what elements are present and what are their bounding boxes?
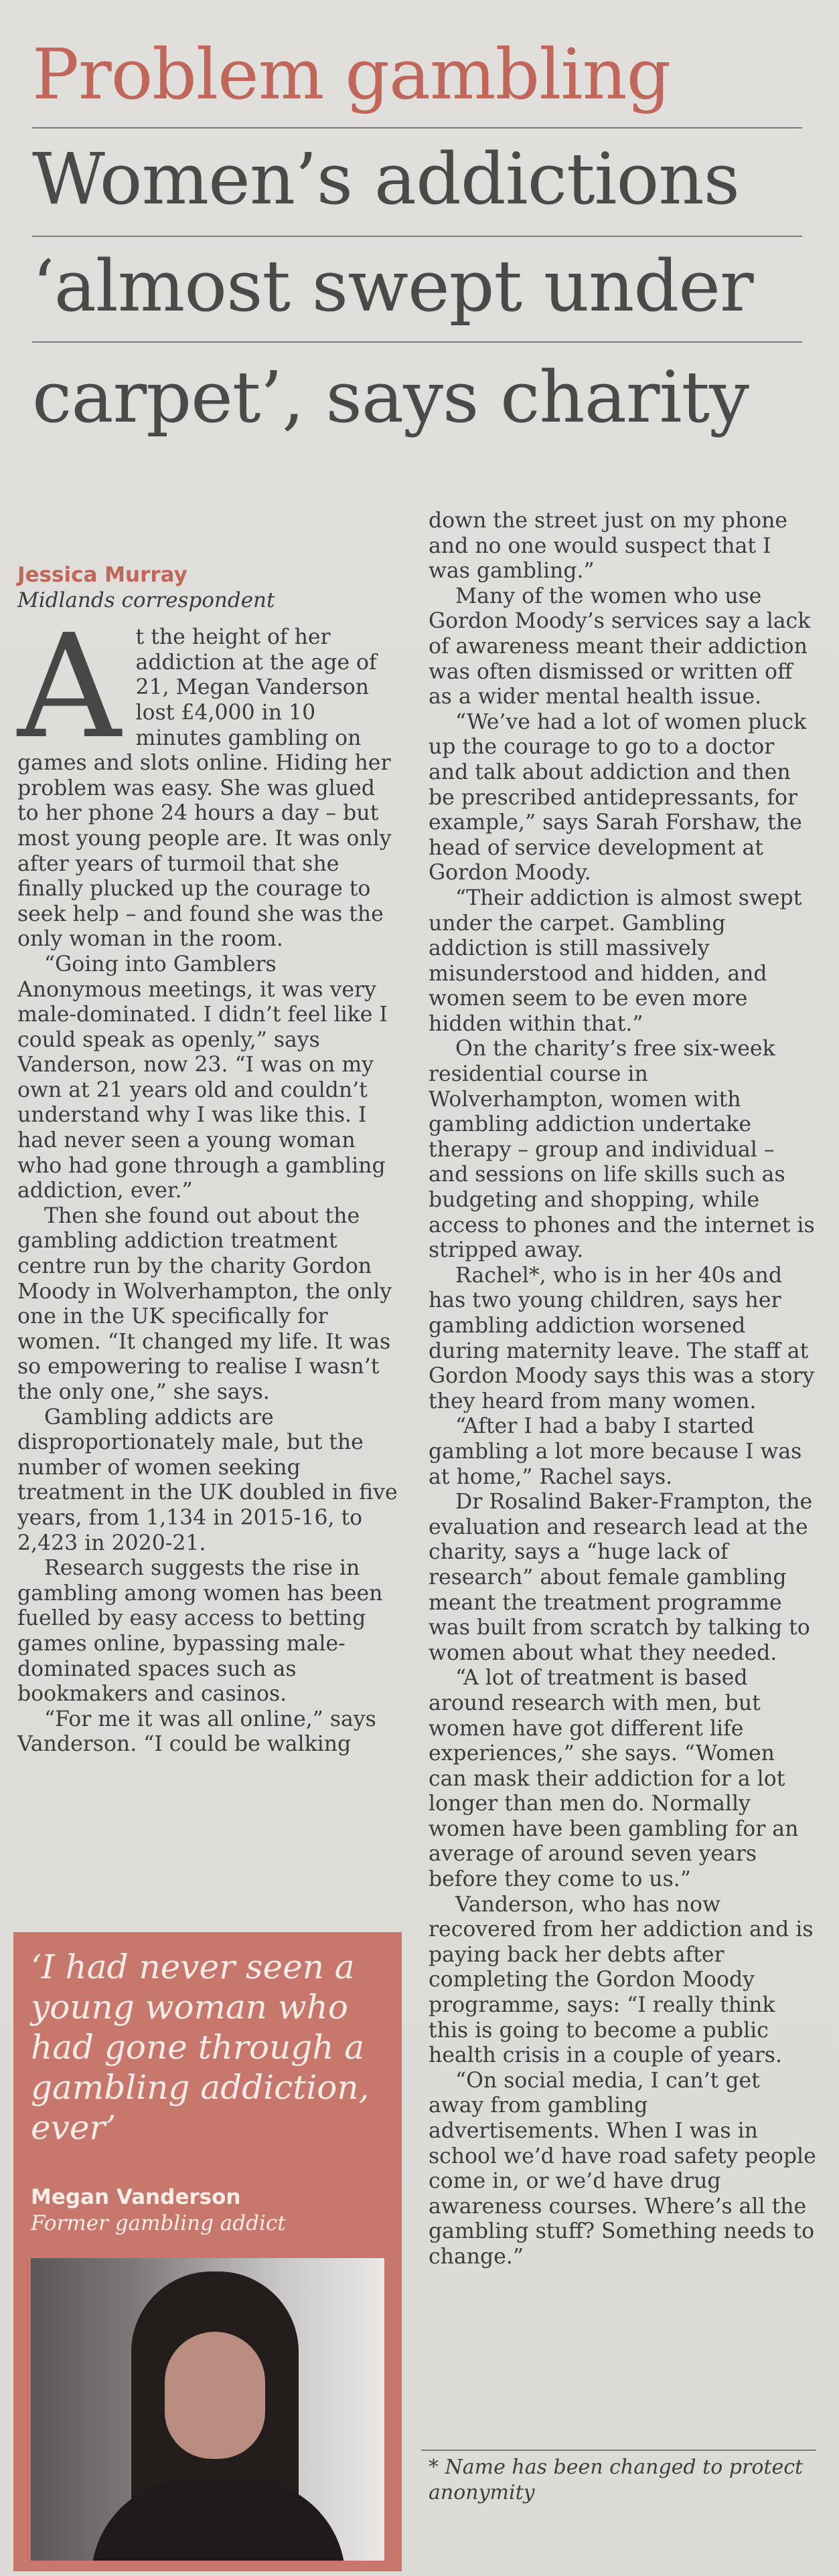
article-paragraph: Then she found out about the gambling addiction treatment centre run by the charity Gordon Moody in Wolverhampton, the only one in the UK specifically for women. “It changed my life. It was so empowering to realise I wasn’t the only one,” she says. xyxy=(17,1203,392,1404)
article-paragraph: Research suggests the rise in gambling among women has been fuelled by easy access to betting games online, bypassing male-dominated spaces such as bookmakers and casinos. xyxy=(17,1556,383,1707)
rule-top xyxy=(32,127,802,128)
article-paragraph: “After I had a baby I started gambling a lot more because I was at home,” Rachel says. xyxy=(429,1414,802,1489)
article-paragraph: Many of the women who use Gordon Moody’s services say a lack of awareness meant their addiction was often dismissed or written off as a wider mental health issue. xyxy=(429,584,811,709)
article-paragraph: Dr Rosalind Baker-Frampton, the evaluation and research lead at the charity, says a “huge lack of research” about female gambling meant the treatment programme was built from scratch by talking to women about what they needed. xyxy=(429,1490,813,1665)
pull-quote-text: ‘I had never seen a young woman who had gone through a gambling addiction, ever’ xyxy=(31,1948,370,2147)
article-paragraph: “For me it was all online,” says Vanderson. “I could be walking xyxy=(17,1707,376,1757)
article-paragraph: “A lot of treatment is based around research with men, but women have got different life experiences,” she says. “Women can mask their addiction for a lot longer than men do. Normally women have been gambling for an average of around seven years before they come to us.” xyxy=(429,1666,799,1892)
headline-line-3: carpet’, says charity xyxy=(32,356,749,438)
headline-line-2: ‘almost swept under xyxy=(32,245,753,327)
article-paragraph: “On social media, I can’t get away from gambling advertisements. When I was in school we’d have road safety people come in, or we’d have drug awareness courses. Where’s all the gambling stuff? Something needs to change.” xyxy=(429,2068,816,2269)
rule-headline-1 xyxy=(32,236,802,237)
pull-quote-box xyxy=(13,1932,402,2571)
byline-role: Midlands correspondent xyxy=(17,588,275,612)
article-paragraph: “Going into Gamblers Anonymous meetings, it was very male-dominated. I didn’t feel like I could speak as openly,” says Vanderson, now 23. “I was on my own at 21 years old and couldn’t understand why I was like this. I had never seen a young woman who had gone through a gambling addiction, ever.” xyxy=(17,952,388,1203)
article-paragraph: Gambling addicts are disproportionately male, but the number of women seeking treatment in the UK doubled in five years, from 1,134 in 2015-16, to 2,423 in 2020-21. xyxy=(17,1405,398,1555)
rule-headline-2 xyxy=(32,341,802,343)
article-paragraph: “Their addiction is almost swept under the carpet. Gambling addiction is still massively misunderstood and hidden, and women seem to be even more hidden within that.” xyxy=(429,885,802,1036)
article-paragraph: Rachel*, who is in her 40s and has two young children, says her gambling addiction worsened during maternity leave. The staff at Gordon Moody says this was a story they heard from many women. xyxy=(429,1263,815,1413)
article-column-2 xyxy=(429,509,817,2270)
footnote-rule xyxy=(421,2450,816,2451)
portrait-photo xyxy=(31,2258,384,2561)
article-paragraph: Vanderson, who has now recovered from her addiction and is paying back her debts after completing the Gordon Moody programme, says: “I really think this is going to become a public health crisis in a couple of years. xyxy=(429,1892,814,2068)
byline-name: Jessica Murray xyxy=(17,563,187,587)
pull-quote-role: Former gambling addict xyxy=(31,2211,286,2235)
drop-cap: A xyxy=(17,604,121,771)
section-kicker: Problem gambling xyxy=(32,33,671,115)
article-paragraph: down the street just on my phone and no one would suspect that I was gambling.” xyxy=(429,509,788,584)
article-paragraph: On the charity’s free six-week residential course in Wolverhampton, women with gambling addiction undertake therapy – group and individual – and sessions on life skills such as budgeting and shopping, while access to phones and the internet is stripped away. xyxy=(429,1037,815,1263)
article-paragraph: “We’ve had a lot of women pluck up the courage to go to a doctor and talk about addiction and then be prescribed antidepressants, for example,” says Sarah Forshaw, the head of service development at Gordon Moody. xyxy=(429,709,807,885)
pull-quote-name: Megan Vanderson xyxy=(31,2185,241,2209)
footnote: * Name has been changed to protect anonymity xyxy=(429,2456,804,2504)
article-column-1 xyxy=(17,563,399,1757)
headline-line-1: Women’s addictions xyxy=(32,138,740,220)
article-paragraph: At the height of her addiction at the age of 21, Megan Vanderson lost £4,000 in 10 minutes gambling on games and slots online. Hiding her problem was easy. She was glued to her phone 24 hours a day – but most young people are. It was only after years of turmoil that she finally plucked up the courage to seek help – and found she was the only woman in the room. xyxy=(17,604,392,952)
